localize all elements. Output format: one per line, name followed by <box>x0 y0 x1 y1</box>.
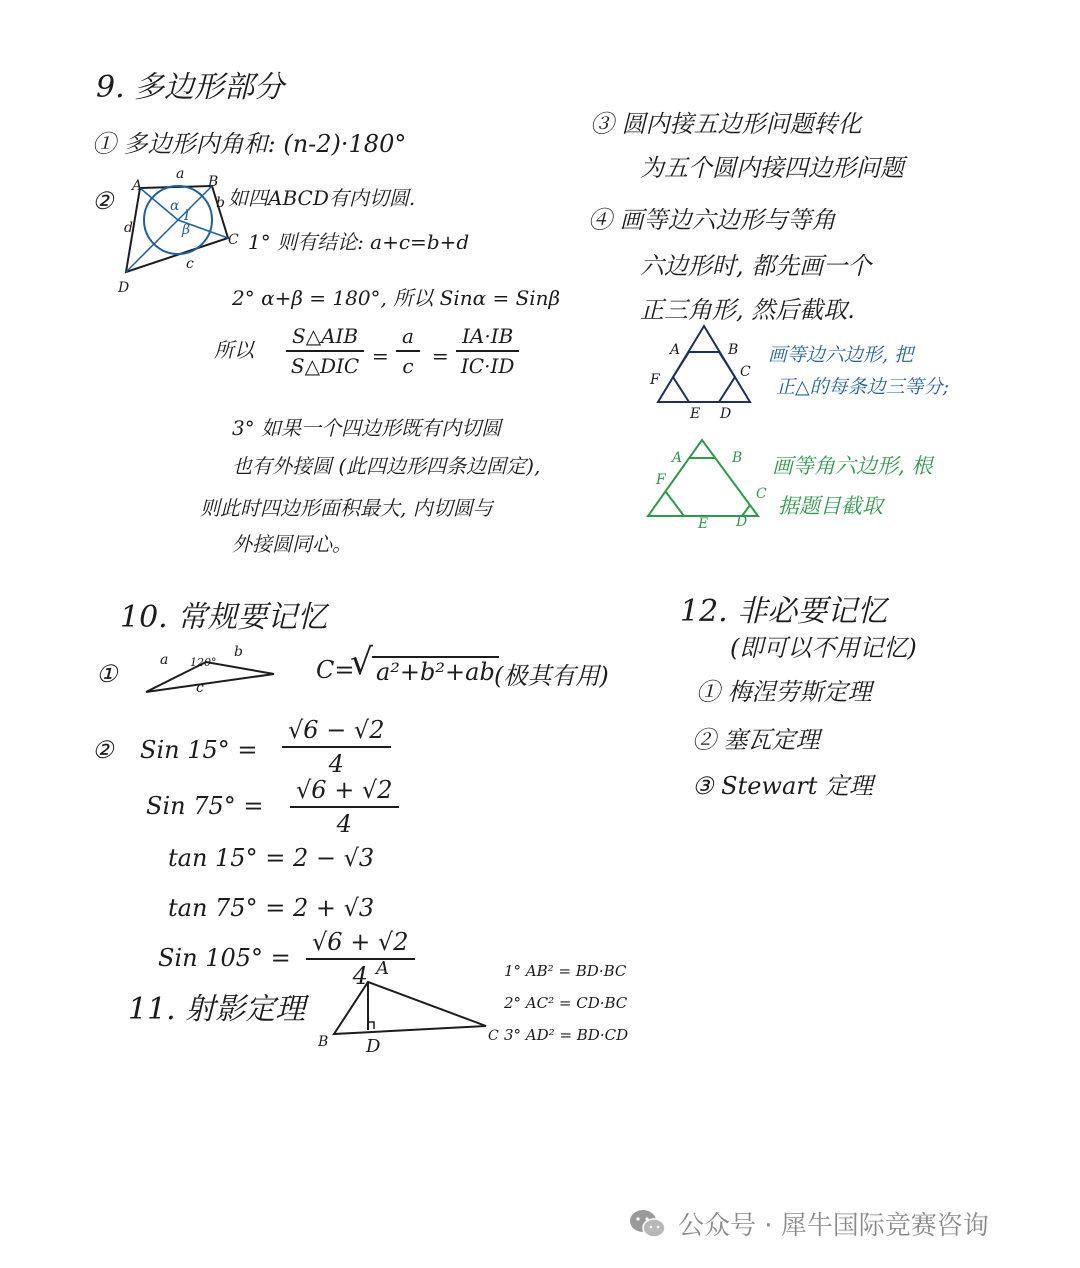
sin75-fraction <box>290 776 399 838</box>
sec10-item1-num: ① <box>96 660 118 688</box>
sin105-lhs: Sin 105° = <box>158 944 291 972</box>
sin15-fraction <box>282 716 391 778</box>
sin15-num: √6 − √2 <box>282 716 391 748</box>
sec9-item2-l1: 1° 则有结论: a+c=b+d <box>248 230 470 254</box>
quad-label-I: I <box>184 208 190 224</box>
projection-formula-3: 3° AD² = BD·CD <box>504 1026 629 1044</box>
sec12-title: 12. 非必要记忆 <box>680 594 888 629</box>
fraction-side-den: c <box>402 354 414 378</box>
hex2-label-C: C <box>756 486 767 502</box>
note-equiangular-l1: 画等角六边形, 根 <box>772 454 933 478</box>
sec9-item2-l6: 则此时四边形面积最大, 内切圆与 <box>200 496 493 520</box>
sec11-title: 11. 射影定理 <box>128 992 306 1027</box>
sec9-item2-l7: 外接圆同心。 <box>232 532 352 556</box>
quad-label-c: c <box>186 256 194 272</box>
quad-label-b: b <box>216 195 225 211</box>
sin75-num: √6 + √2 <box>290 776 399 808</box>
sec9-item3-l2: 为五个圆内接四边形问题 <box>640 154 904 182</box>
hex2-label-B: B <box>732 450 743 466</box>
hex1-label-B: B <box>728 342 739 358</box>
wechat-icon <box>628 1208 668 1240</box>
hex1-label-D: D <box>720 406 732 422</box>
quad-label-a: a <box>176 166 185 182</box>
hex1-label-E: E <box>690 406 701 422</box>
sec10-item2-num: ② <box>92 736 114 764</box>
sec9-title: 9. 多边形部分 <box>96 70 285 105</box>
sqrt-icon: √ <box>350 642 373 683</box>
sin15-lhs: Sin 15° = <box>140 736 258 764</box>
sin15-den: 4 <box>328 750 344 778</box>
tan75: tan 75° = 2 + √3 <box>168 894 375 922</box>
tri120-label-b: b <box>234 644 243 660</box>
fraction-segment-num: IA·IB <box>456 324 519 352</box>
tan15: tan 15° = 2 − √3 <box>168 844 375 872</box>
sec9-item2-num: ② <box>92 187 114 215</box>
quad-label-beta: β <box>182 222 191 238</box>
tri120-label-a: a <box>160 652 169 668</box>
sec9-item1: ① 多边形内角和: (n-2)·180° <box>92 130 407 158</box>
sec9-item2-l5: 也有外接圆 (此四边形四条边固定), <box>232 454 541 478</box>
hex2-label-F: F <box>656 472 666 488</box>
eq1: = <box>372 344 389 368</box>
rt-label-B: B <box>318 1034 329 1050</box>
projection-formula-1: 1° AB² = BD·BC <box>504 962 627 980</box>
eq2: = <box>432 344 449 368</box>
fraction-side-ratio <box>396 324 420 378</box>
fraction-area-ratio <box>286 324 364 378</box>
tri120-label-c: c <box>196 680 204 696</box>
sin105-num: √6 + √2 <box>306 928 415 960</box>
sec9-item3-l1: ③ 圆内接五边形问题转化 <box>590 110 862 138</box>
fraction-area-den: S△DIC <box>290 354 360 378</box>
quad-label-C: C <box>228 232 239 248</box>
note-equilateral-l2: 正△的每条边三等分; <box>776 376 950 398</box>
quad-label-D: D <box>118 280 130 296</box>
sin75-lhs: Sin 75° = <box>146 792 264 820</box>
quad-label-B: B <box>208 174 219 190</box>
sec9-item4-l2: 六边形时, 都先画一个 <box>640 252 872 280</box>
sin75-den: 4 <box>336 810 352 838</box>
hex1-label-F: F <box>650 372 660 388</box>
sec9-item4-l3: 正三角形, 然后截取. <box>640 296 855 324</box>
fraction-segment-den: IC·ID <box>460 354 515 378</box>
formula-c-radicand: a²+b²+ab <box>372 656 499 686</box>
projection-formula-2: 2° AC² = CD·BC <box>504 994 628 1012</box>
quad-label-A: A <box>132 178 143 194</box>
hex2-label-E: E <box>698 516 709 532</box>
right-triangle-figure <box>330 978 490 1038</box>
sec9-item2-l2: 2° α+β = 180°, 所以 Sinα = Sinβ <box>232 286 561 310</box>
note-equiangular-l2: 据题目截取 <box>778 494 883 518</box>
sec12-item3: ③ Stewart 定理 <box>692 772 874 800</box>
sec9-item4-l1: ④ 画等边六边形与等角 <box>588 206 836 234</box>
rt-label-D: D <box>366 1036 381 1057</box>
sec9-item2-l4: 3° 如果一个四边形既有内切圆 <box>232 416 502 440</box>
hex2-label-D: D <box>736 514 748 530</box>
sec9-item2-l3-pre: 所以 <box>214 338 254 362</box>
watermark <box>628 1205 989 1242</box>
fraction-area-num: S△AIB <box>286 324 364 352</box>
note-equilateral-l1: 画等边六边形, 把 <box>768 344 914 366</box>
tri120-label-angle: 120° <box>190 656 217 669</box>
sec12-sub: (即可以不用记忆) <box>730 634 917 662</box>
sec10-title: 10. 常规要记忆 <box>120 600 328 635</box>
hex1-label-A: A <box>670 342 681 358</box>
sec12-item2: ② 塞瓦定理 <box>692 726 820 754</box>
formula-c-prefix: C= <box>316 656 355 684</box>
formula-c-note: (极其有用) <box>494 662 609 690</box>
fraction-side-num: a <box>396 324 420 352</box>
quad-label-d: d <box>124 220 133 236</box>
rt-label-A: A <box>376 958 389 979</box>
sec9-item2-desc: 如四ABCD有内切圆. <box>228 186 416 210</box>
sin105-den: 4 <box>352 962 368 990</box>
sec12-item1: ① 梅涅劳斯定理 <box>696 678 872 706</box>
watermark-text: 公众号 · 犀牛国际竞赛咨询 <box>678 1211 989 1241</box>
rt-label-C: C <box>488 1028 499 1044</box>
quad-label-alpha: α <box>170 198 180 214</box>
hex1-label-C: C <box>740 364 751 380</box>
fraction-segment-ratio <box>456 324 519 378</box>
hex2-label-A: A <box>672 450 683 466</box>
